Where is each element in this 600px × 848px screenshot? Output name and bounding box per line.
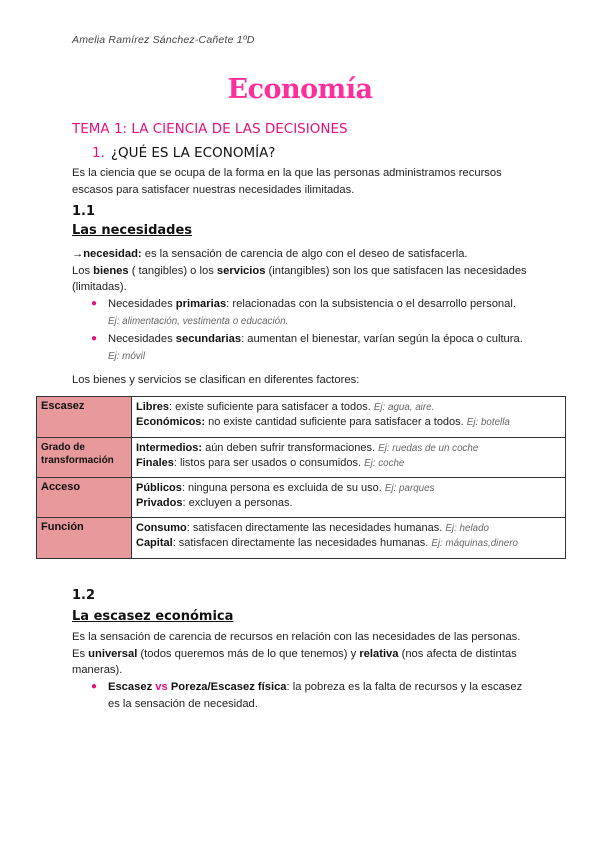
- necesidad-definition: [72, 246, 532, 296]
- bienes-mid: ( tangibles) o los: [128, 264, 217, 277]
- cell-term: Capital: [136, 537, 173, 549]
- para-pre: Es la sensación de carencia de recursos en relación con las necesidades de las personas. Es: [72, 631, 521, 660]
- needs-list: [91, 296, 528, 366]
- cell-text: : satisfacen directamente las necesidades humanas.: [172, 537, 432, 549]
- section-title: ¿QUÉ ES LA ECONOMÍA?: [110, 145, 276, 161]
- bienes-post: (intangibles) son los que satisfacen las necesidades (limitadas).: [72, 264, 527, 293]
- cell-example: Ej: coche: [364, 458, 405, 469]
- item-pre: Necesidades: [108, 333, 176, 345]
- list-item: [91, 331, 528, 365]
- cell-term: Consumo: [136, 522, 187, 534]
- bienes-pre: Los: [72, 264, 94, 277]
- cell-text: aún deben sufrir transformaciones.: [202, 442, 379, 454]
- cell-example: Ej: agua, aire.: [373, 402, 435, 413]
- item-term: primarias: [175, 298, 227, 310]
- table-intro: Los bienes y servicios se clasifican en diferentes factores:: [72, 374, 360, 386]
- section-number: 1.: [92, 145, 105, 161]
- item-pre: Necesidades: [108, 298, 176, 310]
- list-item: [91, 679, 528, 712]
- servicios-term: servicios: [216, 264, 266, 277]
- bullet-icon: ●: [91, 681, 98, 692]
- necesidad-term: →necesidad:: [72, 248, 142, 260]
- item-term: Escasez: [108, 681, 153, 693]
- row-label: Escasez: [37, 397, 132, 438]
- cell-text: : satisfacen directamente las necesidades humanas.: [186, 522, 446, 534]
- bullet-icon: ●: [91, 298, 98, 309]
- item-text: : relacionadas con la subsistencia o el desarrollo personal.: [226, 298, 516, 310]
- subsection-title: Las necesidades: [72, 223, 193, 238]
- item-term: Poreza/Escasez física: [170, 681, 287, 693]
- cell-text: : existe suficiente para satisfacer a todos.: [169, 401, 374, 413]
- cell-example: Ej: ruedas de un coche: [378, 443, 479, 454]
- item-term: secundarias: [175, 333, 242, 345]
- escasez-paragraph: [72, 629, 532, 679]
- cell-example: Ej: máquinas,dinero: [431, 538, 518, 549]
- page-title: Economía: [227, 74, 373, 105]
- relativa-term: relativa: [359, 647, 399, 660]
- cell-example: Ej: helado: [445, 523, 489, 534]
- cell-example: Ej: parques: [384, 483, 435, 494]
- factors-table: [36, 396, 566, 559]
- para-mid: (todos queremos más de lo que tenemos) y: [137, 647, 360, 660]
- cell-term: Libres: [136, 401, 170, 413]
- item-example: Ej: alimentación, vestimenta o educación.: [108, 315, 289, 327]
- row-label: Acceso: [37, 478, 132, 518]
- table-row: [37, 518, 566, 559]
- cell-example: Ej: botella: [466, 417, 510, 428]
- item-text: : la pobreza es la falta de recursos y la escasez es la sensación de necesidad.: [108, 681, 523, 710]
- para-post: (nos afecta de distintas maneras).: [72, 647, 517, 676]
- list-item: [91, 296, 528, 330]
- vs-label: vs: [152, 681, 171, 693]
- cell-term: Públicos: [136, 482, 182, 494]
- table-row: [37, 438, 566, 478]
- escasez-list: [91, 679, 528, 713]
- universal-term: universal: [88, 647, 138, 660]
- item-text: : aumentan el bienestar, varían según la época o cultura.: [241, 333, 523, 345]
- row-label: Grado de transformación: [37, 438, 132, 478]
- subsection-title: La escasez económica: [72, 609, 234, 624]
- row-content: [132, 397, 566, 438]
- cell-term: Económicos:: [136, 416, 206, 428]
- table-row: [37, 397, 566, 438]
- author-header: Amelia Ramírez Sánchez-Cañete 1ºD: [72, 34, 255, 46]
- necesidad-text: es la sensación de carencia de algo con el deseo de satisfacerla.: [141, 248, 468, 260]
- row-content: [132, 478, 566, 518]
- cell-term: Intermedios:: [136, 442, 203, 454]
- bullet-icon: ●: [91, 333, 98, 344]
- cell-text: : listos para ser usados o consumidos.: [173, 457, 365, 469]
- subsection-number: 1.2: [72, 588, 96, 603]
- row-content: [132, 518, 566, 559]
- cell-text: : excluyen a personas.: [182, 497, 293, 509]
- intro-paragraph: Es la ciencia que se ocupa de la forma en la que las personas administramos recursos escasos para satisfacer nuestras necesidades ilimitadas.: [72, 167, 502, 196]
- row-content: [132, 438, 566, 478]
- unit-heading: TEMA 1: LA CIENCIA DE LAS DECISIONES: [72, 121, 348, 137]
- section-heading: [92, 145, 275, 161]
- cell-term: Finales: [136, 457, 174, 469]
- cell-text: no existe cantidad suficiente para satisfacer a todos.: [205, 416, 467, 428]
- table-row: [37, 478, 566, 518]
- row-label: Función: [37, 518, 132, 559]
- item-example: Ej: móvil: [108, 350, 146, 362]
- cell-text: : ninguna persona es excluida de su uso.: [181, 482, 385, 494]
- bienes-term: bienes: [93, 264, 129, 277]
- cell-term: Privados: [136, 497, 183, 509]
- subsection-number: 1.1: [72, 204, 96, 219]
